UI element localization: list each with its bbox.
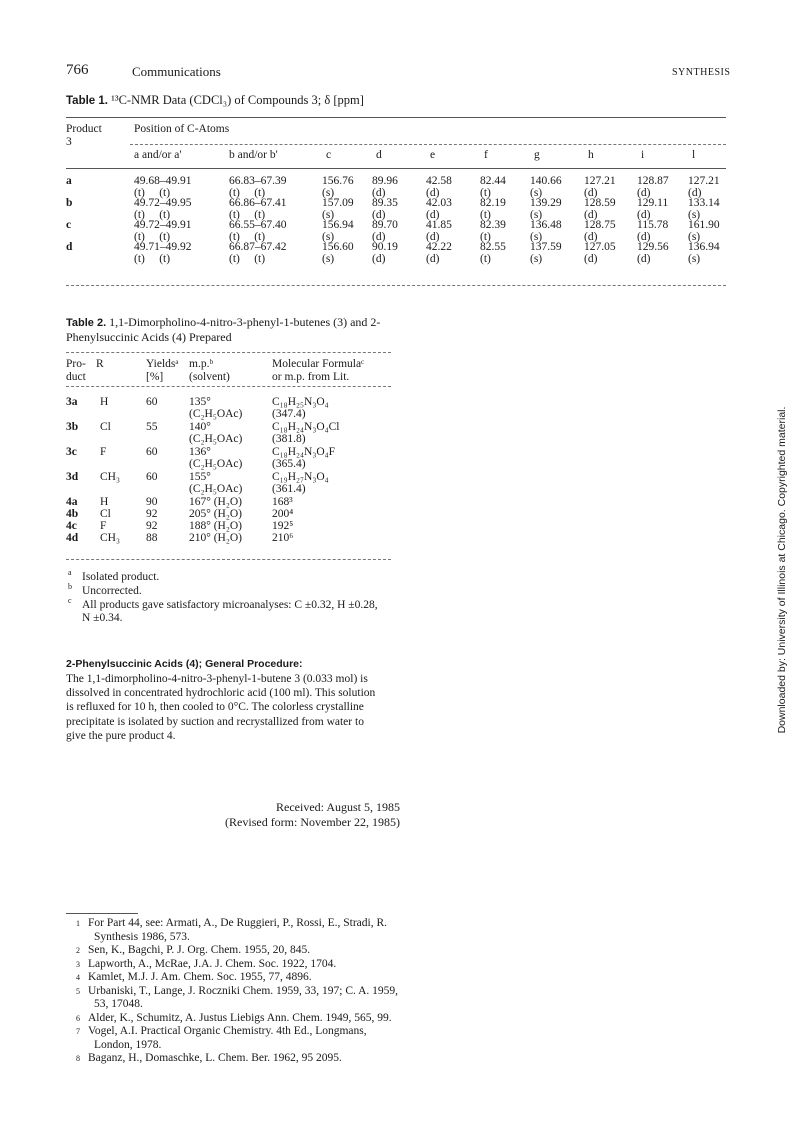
table1-cell-multiplicity: (s) xyxy=(322,187,335,199)
table2-solvent: (C₂H₅OAc) xyxy=(189,458,243,470)
reference-number: 8 xyxy=(76,1054,80,1063)
table2-mp: 155° xyxy=(189,471,211,483)
table1-cell: 137.59 xyxy=(530,241,562,253)
footnote-c-text: All products gave satisfactory microanalyses: C ±0.32, H ±0.28, xyxy=(82,599,378,611)
table2-formula: 200⁴ xyxy=(272,508,294,520)
download-notice: Downloaded by: University of Illinois at Chicago. Copyrighted material. xyxy=(776,406,788,734)
table2-substituent: H xyxy=(100,396,109,408)
table1-cell: 66.83–67.39 xyxy=(229,175,287,187)
table1-head-product: Product xyxy=(66,123,102,135)
reference-item xyxy=(76,1052,401,1066)
table2-head-formula-2: or m.p. from Lit. xyxy=(272,371,350,383)
table1-cell: 127.21 xyxy=(584,175,616,187)
table2-head-mp-2: (solvent) xyxy=(189,371,230,383)
table1-subhead-rule xyxy=(130,144,726,145)
reference-line: 53, 17048. xyxy=(94,998,143,1010)
table1-cell-multiplicity: (t) (t) xyxy=(134,231,171,243)
table1-cell-multiplicity: (d) xyxy=(426,187,440,199)
table2-molecular-weight: (361.4) xyxy=(272,483,306,495)
table1-cell-multiplicity: (d) xyxy=(372,209,386,221)
table2-bottom-rule xyxy=(66,559,391,560)
table2-formula: 168³ xyxy=(272,496,293,508)
table2-substituent: CH₃ xyxy=(100,532,120,544)
table2-molecular-weight: (347.4) xyxy=(272,408,306,420)
table2-caption xyxy=(66,315,396,344)
reference-item xyxy=(76,944,401,958)
table1-cell: 42.58 xyxy=(426,175,452,187)
table1-head-position: Position of C-Atoms xyxy=(134,123,230,135)
table2-yield: 55 xyxy=(146,421,158,433)
reference-line: For Part 44, see: Armati, A., De Ruggieri, P., Rossi, E., Stradi, R. xyxy=(88,917,387,929)
table2-substituent: F xyxy=(100,520,107,532)
table1-cell-multiplicity: (t) (t) xyxy=(134,209,171,221)
table1-cell-multiplicity: (d) xyxy=(584,187,598,199)
table1-cell: 49.71–49.92 xyxy=(134,241,192,253)
table1-cell: 66.86–67.41 xyxy=(229,197,287,209)
reference-item xyxy=(76,958,401,972)
table1-cell-multiplicity: (t) (t) xyxy=(134,187,171,199)
procedure-line: dissolved in concentrated hydrochloric acid (100 ml). This solution xyxy=(66,687,376,700)
reference-line: London, 1978. xyxy=(94,1038,162,1051)
table1-cell: 42.22 xyxy=(426,241,452,253)
revised-date: (Revised form: November 22, 1985) xyxy=(225,815,400,829)
table1-cell-multiplicity: (t) (t) xyxy=(229,209,266,221)
table1-cell-multiplicity: (d) xyxy=(584,231,598,243)
table1-cell-multiplicity: (t) (t) xyxy=(229,187,266,199)
table2-product: 3a xyxy=(66,396,78,408)
table1-cell-multiplicity: (s) xyxy=(530,231,543,243)
table1-cell: 41.85 xyxy=(426,219,452,231)
table1-col-header: l xyxy=(692,149,696,161)
table1-label: Table 1. xyxy=(66,95,108,107)
table2-substituent: F xyxy=(100,446,107,458)
table1-cell-multiplicity: (s) xyxy=(688,253,701,265)
table2-formula: C₁₈H₂₄N₃O₄Cl xyxy=(272,421,340,433)
table2-product: 3c xyxy=(66,446,77,458)
table2-solvent: (C₂H₅OAc) xyxy=(189,433,243,445)
reference-line: Sen, K., Bagchi, P. J. Org. Chem. 1955, 20, 845. xyxy=(88,944,311,956)
table1-cell: 140.66 xyxy=(530,175,562,187)
reference-line: Synthesis 1986, 573. xyxy=(94,930,190,943)
procedure-line: The 1,1-dimorpholino-4-nitro-3-phenyl-1-butene 3 (0.033 mol) is xyxy=(66,673,368,685)
footnote-b-mark: b xyxy=(68,582,72,591)
reference-line: Urbaniski, T., Lange, J. Roczniki Chem. 1959, 33, 197; C. A. 1959, xyxy=(88,984,399,997)
procedure-title: 2-Phenylsuccinic Acids (4); General Procedure: xyxy=(66,658,303,670)
reference-line: Lapworth, A., McRae, J.A. J. Chem. Soc. 1922, 1704. xyxy=(88,957,337,970)
reference-text xyxy=(88,1025,401,1052)
table1-col-header: f xyxy=(484,149,488,161)
table1-cell: 90.19 xyxy=(372,241,398,253)
table1-cell: 136.94 xyxy=(688,241,720,253)
table2-formula: C₁₈H₂₄N₃O₄F xyxy=(272,446,336,458)
table1-cell-multiplicity: (d) xyxy=(637,231,651,243)
table1-cell: 136.48 xyxy=(530,219,562,231)
table1-product-label: a xyxy=(66,175,72,187)
procedure-line: is refluxed for 10 h, then cooled to 0°C. The colorless crystalline xyxy=(66,701,364,714)
section-title: Communications xyxy=(132,64,221,79)
procedure-line: give the pure product 4. xyxy=(66,729,176,742)
table1-cell: 89.96 xyxy=(372,175,398,187)
table1-cell: 82.44 xyxy=(480,175,506,187)
table1-cell-multiplicity: (s) xyxy=(530,209,543,221)
footnote-c-mark: c xyxy=(68,596,72,605)
reference-number: 4 xyxy=(76,973,80,982)
table1-cell-multiplicity: (s) xyxy=(322,253,335,265)
table2-head-r: R xyxy=(96,358,104,370)
table1-cell: 156.76 xyxy=(322,175,354,187)
table1-cell-multiplicity: (d) xyxy=(584,209,598,221)
footnote-a-text: Isolated product. xyxy=(82,571,160,583)
table1-col-header: c xyxy=(326,149,332,161)
reference-item xyxy=(76,971,401,985)
reference-item xyxy=(76,985,401,1012)
table2-yield: 92 xyxy=(146,520,158,532)
table1-cell-multiplicity: (d) xyxy=(426,253,440,265)
table1-cell-multiplicity: (s) xyxy=(688,209,701,221)
table2-head-yield-2: [%] xyxy=(146,371,164,383)
references-rule xyxy=(66,913,138,914)
reference-text xyxy=(88,985,401,1012)
table1-cell-multiplicity: (d) xyxy=(372,231,386,243)
table1-col-header: g xyxy=(534,149,540,161)
table2-substituent: Cl xyxy=(100,508,111,520)
table1-cell-multiplicity: (s) xyxy=(322,231,335,243)
reference-item xyxy=(76,1012,401,1026)
table1-cell: 66.55–67.40 xyxy=(229,219,287,231)
table1-cell-multiplicity: (s) xyxy=(322,209,335,221)
reference-number: 2 xyxy=(76,946,80,955)
reference-text xyxy=(88,917,401,944)
table1-head-product-num: 3 xyxy=(66,136,72,148)
table2-label: Table 2. xyxy=(66,317,107,329)
table2-substituent: Cl xyxy=(100,421,111,433)
table2-mp: 205° (H₂O) xyxy=(189,508,243,520)
table1-cell-multiplicity: (t) xyxy=(480,187,491,199)
table1-caption-text: ¹³C-NMR Data (CDCl₃) of Compounds 3; δ [ppm] xyxy=(111,93,364,107)
table2-yield: 60 xyxy=(146,446,158,458)
table1-cell-multiplicity: (d) xyxy=(426,231,440,243)
table2-mp: 188° (H₂O) xyxy=(189,520,243,532)
footnote-b-text: Uncorrected. xyxy=(82,585,142,597)
table2-mp: 136° xyxy=(189,446,211,458)
table1-cell-multiplicity: (s) xyxy=(688,231,701,243)
table1-cell-multiplicity: (s) xyxy=(530,253,543,265)
reference-line: Vogel, A.I. Practical Organic Chemistry. 4th Ed., Longmans, xyxy=(88,1025,367,1037)
reference-number: 1 xyxy=(76,919,80,928)
table1-product-label: c xyxy=(66,219,72,231)
table1-cell-multiplicity: (d) xyxy=(637,253,651,265)
table1-cell-multiplicity: (t) xyxy=(480,209,491,221)
procedure-body xyxy=(66,672,396,743)
table2-solvent: (C₂H₅OAc) xyxy=(189,408,243,420)
table1-cell: 82.39 xyxy=(480,219,506,231)
reference-line: Baganz, H., Domaschke, L. Chem. Ber. 1962, 95 2095. xyxy=(88,1052,342,1064)
table2-formula: C₁₈H₂₅N₃O₄ xyxy=(272,396,329,408)
procedure-line: precipitate is isolated by suction and recrystallized from water to xyxy=(66,715,364,728)
table1-cell: 129.56 xyxy=(637,241,669,253)
table1-cell: 115.78 xyxy=(637,219,669,231)
table1-col-header: b and/or b' xyxy=(229,149,278,161)
table1-cell: 89.70 xyxy=(372,219,398,231)
table2-substituent: H xyxy=(100,496,109,508)
table1-cell: 89.35 xyxy=(372,197,398,209)
table1-cell: 49.72–49.95 xyxy=(134,197,192,209)
reference-number: 6 xyxy=(76,1013,80,1023)
table2-head-yield-1: Yieldsᵃ xyxy=(146,358,179,370)
table1-col-header: a and/or a' xyxy=(134,149,182,161)
reference-line: Kamlet, M.J. J. Am. Chem. Soc. 1955, 77, 4896. xyxy=(88,971,312,983)
footnote-c-text-2: N ±0.34. xyxy=(82,612,123,624)
table2-product: 4a xyxy=(66,496,78,508)
table2-head-rule xyxy=(66,386,391,387)
table2-head-mp-1: m.p.ᵇ xyxy=(189,358,214,370)
table1-cell-multiplicity: (d) xyxy=(426,209,440,221)
table2-molecular-weight: (365.4) xyxy=(272,458,306,470)
reference-text xyxy=(88,1012,401,1026)
table1-caption xyxy=(66,93,364,108)
table1-cell-multiplicity: (d) xyxy=(637,187,651,199)
reference-number: 5 xyxy=(76,986,80,996)
table2-head-product-2: duct xyxy=(66,371,86,383)
table2-product: 4d xyxy=(66,532,79,544)
table2-product: 3d xyxy=(66,471,79,483)
table2-caption-text: 1,1-Dimorpholino-4-nitro-3-phenyl-1-butenes (3) and 2-Phenylsuccinic Acids (4) Prepared xyxy=(66,315,381,344)
table1-cell: 66.87–67.42 xyxy=(229,241,287,253)
journal-name: SYNTHESIS xyxy=(672,67,731,78)
table1-col-header: e xyxy=(430,149,436,161)
table2-mp: 135° xyxy=(189,396,211,408)
table1-cell-multiplicity: (d) xyxy=(688,187,702,199)
table1-cell-multiplicity: (t) (t) xyxy=(229,231,266,243)
table2-molecular-weight: (381.8) xyxy=(272,433,306,445)
reference-number: 3 xyxy=(76,959,80,969)
reference-number: 7 xyxy=(76,1027,80,1036)
reference-text xyxy=(88,1052,401,1066)
table2-mp: 140° xyxy=(189,421,211,433)
table2-product: 4c xyxy=(66,520,77,532)
table2-mp: 167° (H₂O) xyxy=(189,496,243,508)
table1-cell: 42.03 xyxy=(426,197,452,209)
table1-cell: 156.60 xyxy=(322,241,354,253)
table2-yield: 60 xyxy=(146,396,158,408)
table2-yield: 88 xyxy=(146,532,158,544)
table1-cell: 49.72–49.91 xyxy=(134,219,192,231)
table1-head-rule xyxy=(66,168,726,169)
table1-cell: 161.90 xyxy=(688,219,720,231)
table1-top-rule xyxy=(66,117,726,118)
reference-text xyxy=(88,971,401,985)
table2-solvent: (C₂H₅OAc) xyxy=(189,483,243,495)
table1-product-label: b xyxy=(66,197,73,209)
table1-cell: 127.05 xyxy=(584,241,616,253)
table2-yield: 92 xyxy=(146,508,158,520)
table1-cell: 129.11 xyxy=(637,197,669,209)
table2-mp: 210° (H₂O) xyxy=(189,532,243,544)
table1-cell: 139.29 xyxy=(530,197,562,209)
table1-bottom-rule xyxy=(66,285,726,286)
reference-text xyxy=(88,944,401,958)
table1-cell: 82.19 xyxy=(480,197,506,209)
table1-cell: 128.87 xyxy=(637,175,669,187)
table2-formula: 192⁵ xyxy=(272,520,294,532)
reference-line: Alder, K., Schumitz, A. Justus Liebigs Ann. Chem. 1949, 565, 99. xyxy=(88,1011,392,1024)
table2-formula: 210⁶ xyxy=(272,532,294,544)
table2-formula: C₁₉H₂₇N₃O₄ xyxy=(272,471,329,483)
table1-cell: 128.75 xyxy=(584,219,616,231)
table1-col-header: d xyxy=(376,149,382,161)
table2-head-product-1: Pro- xyxy=(66,358,86,370)
received-date: Received: August 5, 1985 xyxy=(276,800,400,814)
table1-cell-multiplicity: (t) xyxy=(480,253,491,265)
reference-text xyxy=(88,958,401,972)
table2-substituent: CH₃ xyxy=(100,471,120,483)
table1-cell: 156.94 xyxy=(322,219,354,231)
table2-head-formula-1: Molecular Formulaᶜ xyxy=(272,358,365,370)
footnote-a-mark: a xyxy=(68,568,72,577)
table2-yield: 90 xyxy=(146,496,158,508)
table1-cell: 157.09 xyxy=(322,197,354,209)
table1-cell-multiplicity: (d) xyxy=(372,253,386,265)
table1-cell-multiplicity: (d) xyxy=(372,187,386,199)
table2-product: 4b xyxy=(66,508,79,520)
table1-col-header: i xyxy=(641,149,645,161)
table1-cell-multiplicity: (s) xyxy=(530,187,543,199)
table2-yield: 60 xyxy=(146,471,158,483)
table1-cell-multiplicity: (d) xyxy=(584,253,598,265)
table2-product: 3b xyxy=(66,421,79,433)
table1-cell-multiplicity: (t) xyxy=(480,231,491,243)
table1-cell: 133.14 xyxy=(688,197,720,209)
table2-top-rule xyxy=(66,352,391,353)
reference-item xyxy=(76,917,401,944)
table1-cell: 128.59 xyxy=(584,197,616,209)
table1-cell-multiplicity: (t) (t) xyxy=(134,253,171,265)
table1-product-label: d xyxy=(66,241,73,253)
table1-col-header: h xyxy=(588,149,594,161)
table1-cell-multiplicity: (t) (t) xyxy=(229,253,266,265)
table1-cell: 82.55 xyxy=(480,241,506,253)
table1-cell: 49.68–49.91 xyxy=(134,175,192,187)
table1-cell-multiplicity: (d) xyxy=(637,209,651,221)
reference-item xyxy=(76,1025,401,1052)
table1-cell: 127.21 xyxy=(688,175,720,187)
page-number: 766 xyxy=(66,62,89,78)
